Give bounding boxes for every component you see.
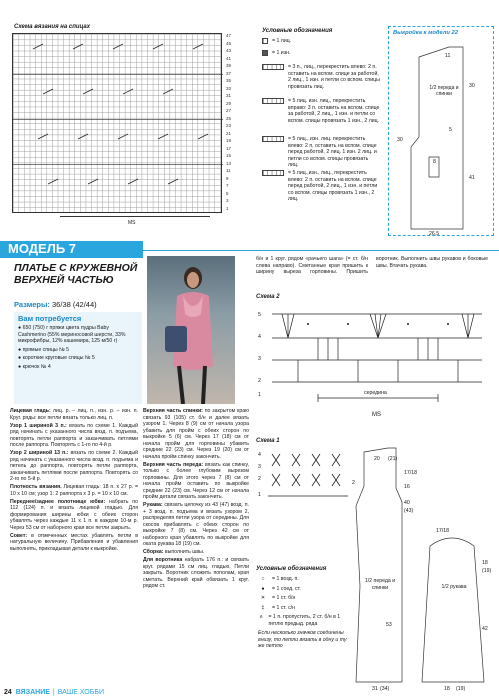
paragraph: Лицевая гладь: лиц. р. – лиц. п., изн. р. – изн. п. Круг. ряды: все петли вязать только лиц. п. bbox=[10, 408, 138, 421]
knit-stitch-icon bbox=[262, 38, 268, 44]
legend-item: ○ = 1 возд. п. bbox=[258, 576, 348, 583]
row-number: 45 bbox=[226, 40, 232, 46]
row-number: 3 bbox=[258, 356, 261, 362]
dimension-label: (19) bbox=[482, 568, 492, 574]
row-number-column bbox=[226, 33, 238, 213]
list-item: ● 650 (750) г пряжи цвета пудры Baby Cashmerino (55% мериносовой шерсти, 33% микрофибры, 12% кашемира, 125 м/50 г) bbox=[18, 325, 126, 345]
legend-item: = 1 лиц. bbox=[262, 38, 392, 45]
double-crochet-icon: ‡ bbox=[261, 604, 265, 611]
paragraph: Плотность вязания. Лицевая гладь: 18 п. x 27 р. = 10 x 10 см; узор 1: 2 раппорта x 3 р. = 10 x 10 см. bbox=[10, 484, 138, 497]
cable-right-icon bbox=[262, 98, 284, 104]
text-column-3 bbox=[256, 256, 488, 276]
model-title: ПЛАТЬЕ С КРУЖЕВНОЙ ВЕРХНЕЙ ЧАСТЬЮ bbox=[14, 262, 138, 287]
row-number: 5 bbox=[258, 312, 261, 318]
page-footer bbox=[0, 686, 499, 700]
row-number: 4 bbox=[258, 452, 261, 458]
paragraph: Переднее/заднее полотнище юбки: набрать по 112 (124) п. и вязать лицевой гладью. Для формирования ширины юбки с обеих сторон убавлять через каждые 11 x 1 п. в каждом 10-м р. Через 53 см от наборного края все петли закрыть. bbox=[10, 498, 138, 531]
pattern-22-drawing bbox=[389, 37, 495, 235]
materials-list bbox=[14, 325, 142, 370]
row-number: 33 bbox=[226, 85, 232, 91]
legend-item: = 5 лиц., изн. лиц. перекрестить влево: 2 п. оставить на вспом. спице перед работой, 2 лиц. 1 изн. 2 лиц. и петли со вспом. спицы провязать лиц. bbox=[262, 136, 380, 169]
model-photo-illustration bbox=[147, 256, 235, 404]
row-number: 3 bbox=[226, 198, 229, 203]
text-column-2 bbox=[143, 408, 249, 591]
cable-left-wide-icon bbox=[262, 136, 284, 142]
ms-label: MS bbox=[128, 220, 136, 226]
dimension-label: 40 bbox=[404, 500, 410, 506]
slip-stitch-icon: ● bbox=[261, 585, 265, 592]
ms-bracket bbox=[60, 216, 210, 217]
footer-subtitle: ВАШЕ ХОББИ bbox=[57, 688, 104, 696]
row-number: 1 bbox=[226, 205, 229, 211]
pattern-piece-label: 1/2 рукава bbox=[441, 584, 467, 590]
list-item: ● прямые спицы № 5 bbox=[18, 346, 69, 353]
pattern-model-7-drawing bbox=[350, 446, 496, 686]
pattern-piece-label: 1/2 переда и спинки bbox=[364, 578, 396, 591]
dimension-label: 5 bbox=[449, 127, 452, 133]
row-number: 31 bbox=[226, 93, 232, 98]
dimension-label: 17/18 bbox=[436, 528, 449, 534]
paragraph: Сборка: выполнить швы. bbox=[143, 549, 205, 555]
row-number: 1 bbox=[258, 392, 261, 398]
legend-title: Условные обозначения bbox=[262, 28, 333, 34]
list-item: ● короткие круговые спицы № 5 bbox=[18, 355, 95, 362]
dimension-label: 16 bbox=[404, 484, 410, 490]
row-number: 21 bbox=[226, 130, 232, 136]
knit-scheme-title: Схема вязания на спицах bbox=[14, 24, 91, 30]
dimension-label: (34) bbox=[380, 686, 390, 692]
dimension-label: 31 bbox=[372, 686, 378, 692]
legend-item: = 5 лиц. изн. лиц., перекрестить вправо: 3 п. оставить на вспом. спице за работой, 2 лиц., 1 изн. и петли со вспом. спицы провязать 1 изн., 2 лиц. bbox=[262, 98, 380, 124]
materials-title: Вам потребуется bbox=[18, 314, 82, 323]
pattern-title: Выкройка к модели 22 bbox=[393, 30, 459, 36]
paragraph: Рукава: связать цепочку из 43 (47) возд. п. + 3 возд. п. подъема и вязать узором 2, распределяя петли узора от середины. Для скосов прибавлять с обеих сторон по выкройке 7 (8) см. Через 42 см от наборного края убавлять по выкройке для оката рукава 18 (19) см. bbox=[143, 502, 249, 547]
legend-item: = 3 п., лиц., перекрестить влево: 2 п. оставить на вспом. спице за работой, 2 лиц., 1 изн. и петли со вспом. спицы провязать лиц. bbox=[262, 64, 380, 90]
pattern-piece-label: 1/2 переда и спинки bbox=[429, 85, 459, 98]
row-number: 2 bbox=[258, 378, 261, 384]
dimension-label: 11 bbox=[445, 53, 451, 59]
dimension-label: 2 bbox=[352, 480, 355, 486]
legend2-list bbox=[258, 576, 348, 650]
legend-item: ∧ = 1 п. пропустить, 2 ст. б/н в 1 петлю предыд. ряда bbox=[259, 614, 341, 627]
row-number: 17 bbox=[226, 145, 232, 151]
model-banner: МОДЕЛЬ 7 bbox=[0, 241, 143, 258]
footer-separator: | bbox=[52, 688, 55, 696]
scheme1-title: Схема 1 bbox=[256, 438, 280, 444]
cable-left-purl-icon bbox=[262, 170, 284, 176]
row-number: 19 bbox=[226, 138, 232, 143]
paragraph: Узор 1 шириной 3 п.: вязать по схеме 1. Каждый ряд начинать с указанного числа вязд. п. подъема, повторять петли раппорта и заканчивать петлями после раппорта. Повторять с 1-го по 4-й р. bbox=[10, 422, 138, 448]
row-number: 39 bbox=[226, 63, 232, 68]
dimension-label: 18 bbox=[482, 560, 488, 566]
knit-chart-grid bbox=[12, 33, 222, 213]
dimension-label: 8 bbox=[433, 159, 436, 165]
legend-item: ● = 1 соед. ст. bbox=[258, 586, 348, 593]
row-number: 2 bbox=[258, 476, 261, 482]
dimension-label: 53 bbox=[386, 622, 392, 628]
row-number: 41 bbox=[226, 55, 232, 61]
legend-item: = 5 лиц.,изн., лиц., перекрестить влево: 2 п. оставить на вспом. спице перед работой, 2 лиц., 1 изн. и петли со вспом. спицы провязать 1 изн., 2 лиц. bbox=[262, 170, 380, 203]
dimension-label: 26,5 bbox=[429, 231, 440, 237]
dimension-label: 17/18 bbox=[404, 470, 417, 476]
row-number: 15 bbox=[226, 153, 232, 158]
dimension-label: 18 bbox=[444, 686, 450, 692]
legend-item: ‡ = 1 ст. с/н bbox=[258, 605, 348, 612]
row-number: 13 bbox=[226, 160, 232, 166]
paragraph: Совет: в отмеченных местах убавлять петли в натуральную величину. Прибавления и убавления выполнять, прикладывая детали к выкройке. bbox=[10, 532, 138, 552]
row-number: 25 bbox=[226, 115, 232, 121]
row-number: 7 bbox=[226, 183, 229, 188]
paragraph: Верхняя часть спинки: по закрытом краю связать 93 (105) ст. б/н и далее вязать узором 1. Через 8 (9) см от начала узора убавить для пройм с обеих сторон по выкройке 5 (6) см. Через 17 (18) см от начала пройм для горловины убавить средние 22 (23) см. Через 19 (20) см от начала пройм спинку закончить. bbox=[143, 408, 249, 460]
row-number: 47 bbox=[226, 33, 232, 38]
row-number: 3 bbox=[258, 464, 261, 470]
single-crochet-icon: ✕ bbox=[260, 595, 266, 601]
paragraph: Для воротника набрать 176 п.: и связать круг. рядами 15 см лиц. гладью. Петли закрыть. Воротник сложить пополам, края сметать. Верхний край обвязать 1 круг. рядом ст. bbox=[143, 557, 249, 589]
dimension-label: (43) bbox=[404, 508, 414, 514]
dimension-label: 42 bbox=[482, 626, 488, 632]
middle-label: середина bbox=[364, 390, 387, 396]
row-number: 11 bbox=[226, 168, 231, 173]
legend2-title: Условные обозначения bbox=[256, 566, 327, 572]
scheme2-title: Схема 2 bbox=[256, 294, 280, 300]
legend-item: ✕ = 1 ст. б/н bbox=[258, 595, 348, 602]
row-number: 5 bbox=[226, 190, 229, 196]
cable-left-icon bbox=[262, 64, 284, 70]
skip-stitch-icon: ∧ bbox=[259, 614, 264, 620]
row-number: 23 bbox=[226, 123, 232, 128]
chain-stitch-icon: ○ bbox=[261, 576, 265, 582]
sizes-line: Размеры: 36/38 (42/44) bbox=[14, 300, 97, 309]
row-number: 4 bbox=[258, 334, 261, 340]
row-number: 27 bbox=[226, 108, 232, 113]
dimension-label: (21) bbox=[388, 456, 398, 462]
dimension-label: 30 bbox=[397, 137, 403, 143]
row-number: 43 bbox=[226, 48, 232, 53]
purl-stitch-icon bbox=[262, 50, 268, 56]
row-number: 9 bbox=[226, 175, 229, 181]
text-column-1 bbox=[10, 408, 138, 554]
legend-note: Если несколько значков соединены внизу, то петли вязать в одну и ту же петлю bbox=[258, 630, 347, 649]
dimension-label: 20 bbox=[374, 456, 380, 462]
materials-box bbox=[14, 312, 142, 404]
row-number: 1 bbox=[258, 492, 261, 498]
list-item: ● крючок № 4 bbox=[18, 363, 51, 370]
model-photo bbox=[147, 256, 235, 404]
paragraph: б/н и 1 круг. рядом «рачьего шага» (= ст. б/н слева направо). Сметанные края пришить к ширину выреза горловины. Пришить воротник. Выполнить швы рукавов и боковые швы. Втачать рукава. bbox=[256, 256, 488, 275]
row-number: 35 bbox=[226, 78, 232, 83]
row-number: 29 bbox=[226, 100, 232, 106]
dimension-label: 30 bbox=[469, 83, 475, 89]
footer-brand: ВЯЗАНИЕ bbox=[15, 688, 50, 696]
row-number: 37 bbox=[226, 70, 232, 76]
legend-item: = 1 изн. bbox=[262, 50, 392, 57]
paragraph: Узор 2 шириной 13 п.: вязать по схеме 2. Каждый ряд начинать с указанного числа возд. п. подъема и петель до раппорта, повторять петли раппорта, заканчивать петлями после раппорта. Повторять со 2-го по 5-й р. bbox=[10, 450, 138, 482]
dimension-label: 41 bbox=[469, 175, 475, 181]
banner-rule bbox=[143, 250, 499, 251]
paragraph: Верхняя часть переда: вязать как спинку, только с более глубоким вырезом горловины. Для этого через 7 (8) см от начала пройм оставить по выкройке средние 22 (23) см. Через 12 см от начала пройм детали связать закончить. bbox=[143, 461, 249, 500]
knit-chart-symbols bbox=[13, 34, 223, 214]
dimension-label: (19) bbox=[456, 686, 466, 692]
legend-list bbox=[262, 38, 382, 208]
page-number: 24 bbox=[4, 688, 12, 696]
pattern-model-22-box bbox=[388, 26, 494, 236]
ms-label: MS bbox=[372, 412, 381, 418]
